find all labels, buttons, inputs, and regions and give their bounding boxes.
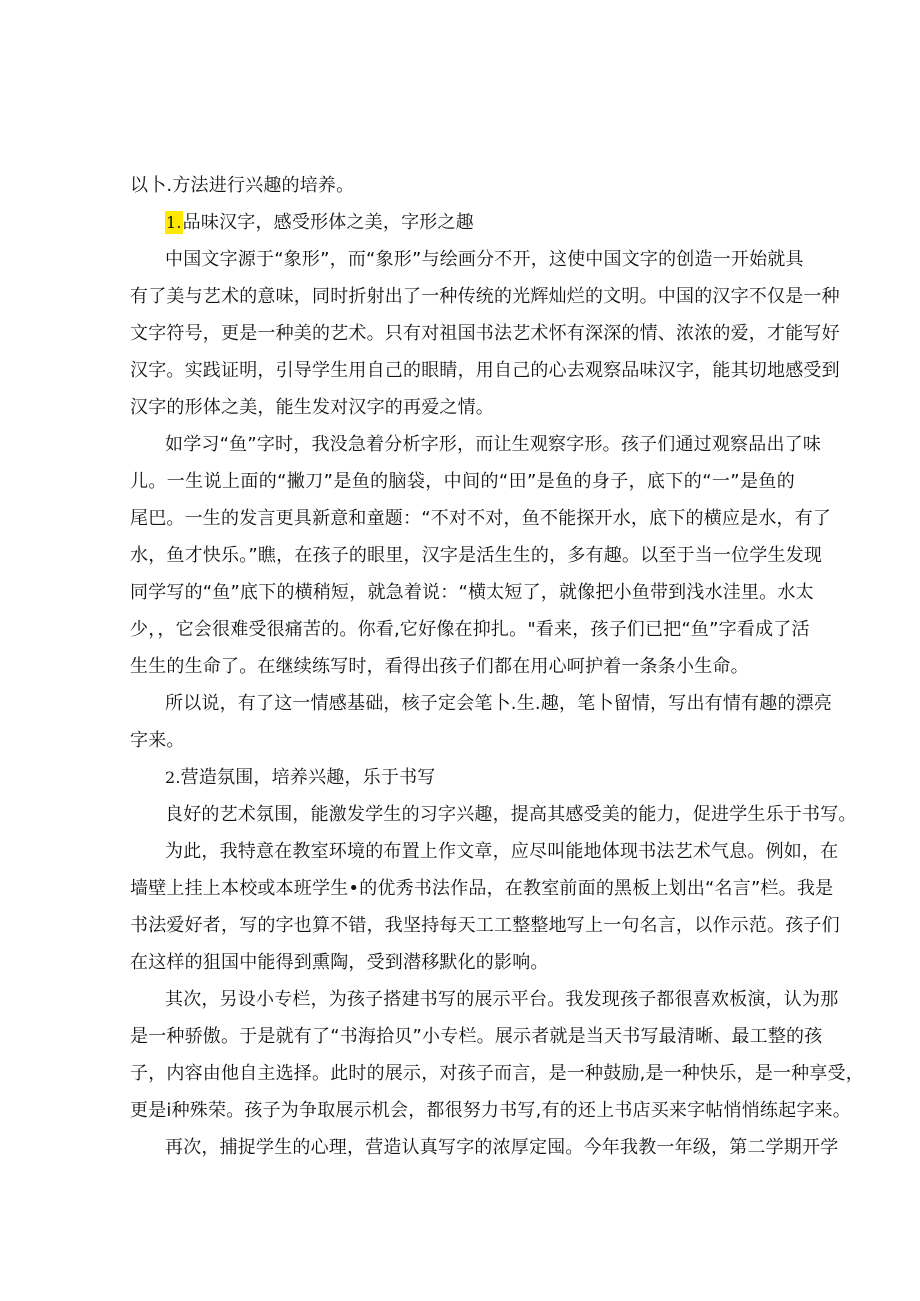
opening-line: 以卜.方法进行兴趣的培养。: [130, 175, 355, 196]
paragraph-line: 生生的生命了。在继续练写时，看得出孩子们都在用心呵护着一条条小生命。: [130, 656, 749, 677]
paragraph-line: 有了美与艺术的意味，同时折射出了一种传统的光辉灿烂的文明。中国的汉字不仅是一种: [130, 286, 840, 307]
paragraph-line: 书法爱好者，写的字也算不错，我坚持每天工工整整地写上一句名言，以作示范。孩子们: [130, 915, 840, 936]
paragraph-line: 儿。一生说上面的“撇刀”是鱼的脑袋，中间的“田”是鱼的身子，底下的“一”是鱼的: [130, 471, 795, 492]
paragraph-line: 水，鱼才快乐。”瞧，在孩子的眼里，汉字是活生生的，多有趣。以至于当一位学生发现: [130, 545, 823, 566]
paragraph-line: 为此，我特意在教室环境的布置上作文章，应尽叫能地体现书法艺术气息。例如，在: [165, 841, 839, 862]
paragraph-line: 子，内容由他自主选择。此时的展示，对孩子而言，是一种鼓励,是一种快乐，是一种享受，: [130, 1063, 864, 1084]
section-1-heading: [165, 209, 795, 237]
paragraph-line: 文字符号，更是一种美的艺术。只有对祖国书法艺术怀有深深的情、浓浓的爱，才能写好: [130, 323, 840, 344]
paragraph-line: 更是i种殊荣。孩子为争取展示机会，都很努力书写,有的还上书店买来字帖悄悄练起字来。: [130, 1100, 851, 1121]
paragraph-line: 字来。: [130, 730, 185, 751]
paragraph-line: 同学写的“鱼”底下的横稍短，就急着说：“横太短了，就像把小鱼带到浅水洼里。水太: [130, 582, 814, 603]
section-2-title: 营造氛围，培养兴趣，乐于书写: [180, 767, 436, 788]
paragraph-line: 汉字。实践证明，引导学生用自己的眼睛，用自己的心去观察品味汉字，能其切地感受到: [130, 360, 840, 381]
section-1-title: 品味汉字，感受形体之美，字形之趣: [182, 212, 474, 233]
paragraph-line: 汉字的形体之美，能生发对汉字的再爱之情。: [130, 397, 494, 418]
paragraph-line: 少，，它会很难受很痛苦的。你看,它好像在抑扎。"看来，孩子们已把“鱼”字看成了活: [130, 619, 810, 640]
paragraph-line: 尾巴。一生的发言更具新意和童题：“不对不对，鱼不能探开水，底下的横应是水，有了: [130, 508, 832, 529]
section-1-number: 1.: [166, 213, 182, 232]
paragraph-line: 如学习“鱼”字时，我没急着分析字形，而让生观察字形。孩子们通过观察品出了味: [165, 434, 822, 455]
section-2-number: 2.: [165, 768, 181, 787]
section-2-heading: [165, 764, 795, 792]
paragraph-line: 墙壁上挂上本校或本班学生•的优秀书法作品，在教室前面的黑板上划出“名言”栏。我是: [130, 878, 834, 899]
paragraph-line: 中国文字源于“象形”，而“象形”与绘画分不开，这使中国文字的创造一开始就具: [165, 249, 804, 270]
paragraph-line: 在这样的狙国中能得到熏陶，受到潜移默化的影响。: [130, 952, 549, 973]
paragraph-line: 其次，另设小专栏，为孩子搭建书写的展示平台。我发现孩子都很喜欢板演，认为那: [165, 989, 839, 1010]
paragraph-line: 再次，捕捉学生的心理，营造认真写字的浓厚定囤。今年我教一年级，第二学期开学: [165, 1137, 839, 1158]
paragraph-line: 所以说，有了这一情感基础，核子定会笔卜.生.趣，笔卜留情，写出有情有趣的漂亮: [165, 693, 833, 714]
paragraph-line: 是一种骄傲。于是就有了“书海拾贝”小专栏。展示者就是当天书写最清晰、最工整的孩: [130, 1026, 823, 1047]
paragraph-line: 良好的艺术氛围，能激发学生的习字兴趣，提高其感受美的能力，促进学生乐于书写。: [165, 804, 857, 825]
